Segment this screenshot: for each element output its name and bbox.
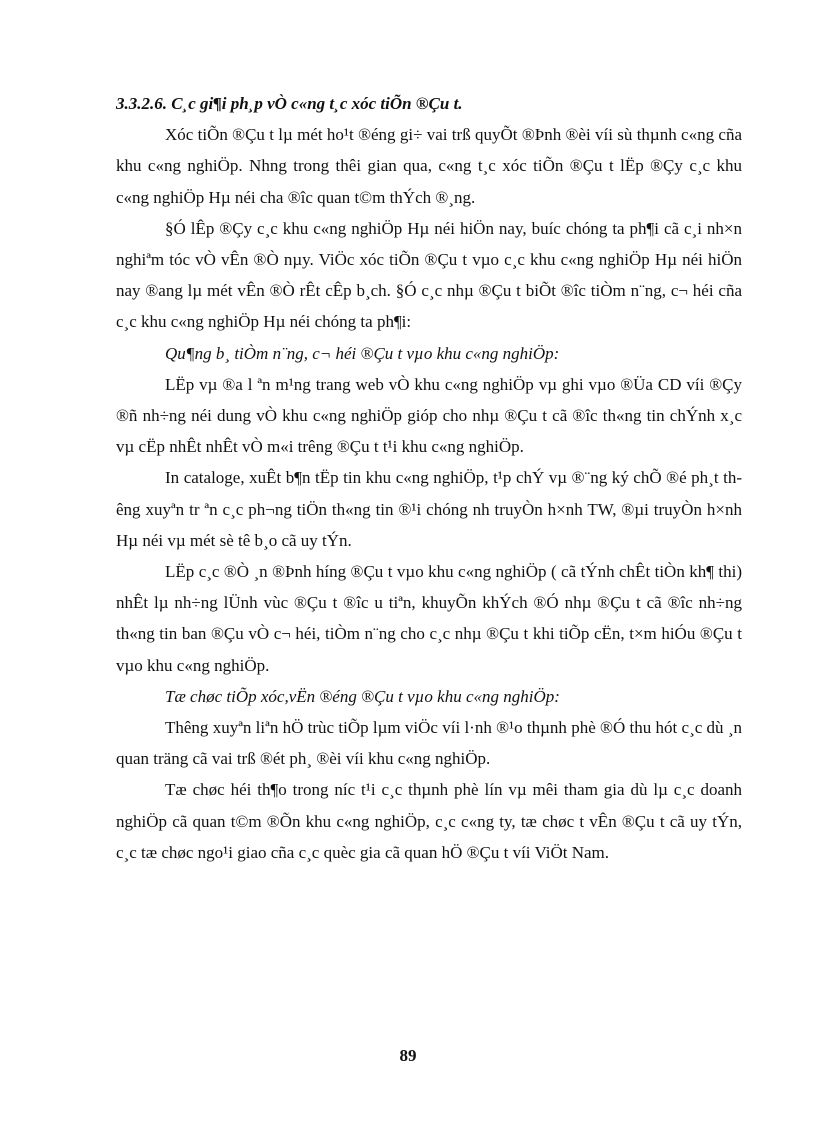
- body-text: [116, 88, 742, 868]
- paragraph: In cataloge, xuÊt b¶n tËp tin khu c«ng nghiÖp, t¹p chÝ vµ ®¨ng ký chÕ ®é ph¸t thêng xuyªn tr ªn c¸c ph¬ng tiÖn th«ng tin ®¹i chóng nh truyÒn h×nh TW, ®µi truyÒn h×nh Hµ néi vµ mét sè tê b¸o cã uy tÝn.: [116, 468, 742, 550]
- paragraph: LËp c¸c ®Ò ¸n ®Þnh híng ®Çu t vµo khu c«ng nghiÖp ( cã tÝnh chÊt tiÒn kh¶ thi) nhÊt lµ nh÷ng lÜnh vùc ®Çu t ®îc u tiªn, khuyÕn khÝch ®Ó nhµ ®Çu t cã ®îc nh÷ng th«ng tin ban ®Çu vÒ c¬ héi, tiÒm n¨ng cho c¸c nhµ ®Çu t khi tiÕp cËn, t×m hiÓu ®Çu t vµo khu c«ng nghiÖp.: [116, 562, 742, 675]
- paragraph: §Ó lÊp ®Çy c¸c khu c«ng nghiÖp Hµ néi hiÖn nay, buíc chóng ta ph¶i cã c¸i nh×n nghiªm tóc vÒ vÊn ®Ò nµy. ViÖc xóc tiÕn ®Çu t vµo c¸c khu c«ng nghiÖp Hµ néi hiÖn nay ®ang lµ mét vÊn ®Ò rÊt cÊp b¸ch. §Ó c¸c nhµ ®Çu t biÕt ®îc tiÒm n¨ng, c¬ héi cña c¸c khu c«ng nghiÖp Hµ néi chóng ta ph¶i:: [116, 218, 742, 332]
- subheading-promotion: Qu¶ng b¸ tiÒm n¨ng, c¬ héi ®Çu t vµo khu c«ng nghiÖp:: [165, 343, 560, 363]
- paragraph: Thêng xuyªn liªn hÖ trùc tiÕp lµm viÖc víi l·nh ®¹o thµnh phè ®Ó thu hót c¸c dù ¸n quan träng cã vai trß ®ét ph¸ ®èi víi khu c«ng nghiÖp.: [116, 718, 742, 769]
- paragraph: LËp vµ ®a l ªn m¹ng trang web vÒ khu c«ng nghiÖp vµ ghi vµo ®Üa CD víi ®Çy ®ñ nh÷ng néi dung vÒ khu c«ng nghiÖp gióp cho nhµ ®Çu t cã ®îc th«ng tin chÝnh x¸c vµ cËp nhÊt nhÊt vÒ m«i trêng ®Çu t t¹i khu c«ng nghiÖp.: [116, 374, 742, 457]
- paragraph: Xóc tiÕn ®Çu t lµ mét ho¹t ®éng gi÷ vai trß quyÕt ®Þnh ®èi víi sù thµnh c«ng cña khu c«ng nghiÖp. Nhng trong thêi gian qua, c«ng t¸c xóc tiÕn ®Çu t lËp ®Çy c¸c khu c«ng nghiÖp Hµ néi cha ®îc quan t©m thÝch ®¸ng.: [116, 125, 742, 207]
- subheading-outreach: Tæ chøc tiÕp xóc,vËn ®éng ®Çu t vµo khu c«ng nghiÖp:: [165, 686, 560, 706]
- page-number: 89: [399, 1046, 417, 1065]
- paragraph: Tæ chøc héi th¶o trong níc t¹i c¸c thµnh phè lín vµ mêi tham gia dù lµ c¸c doanh nghiÖp cã quan t©m ®Õn khu c«ng nghiÖp, c¸c c«ng ty, tæ chøc t vÊn ®Çu t cã uy tÝn, c¸c tæ chøc ngo¹i giao cña c¸c quèc gia cã quan hÖ ®Çu t víi ViÖt Nam.: [116, 780, 742, 862]
- section-heading: 3.3.2.6. C¸c gi¶i ph¸p vÒ c«ng t¸c xóc tiÕn ®Çu t.: [116, 94, 463, 113]
